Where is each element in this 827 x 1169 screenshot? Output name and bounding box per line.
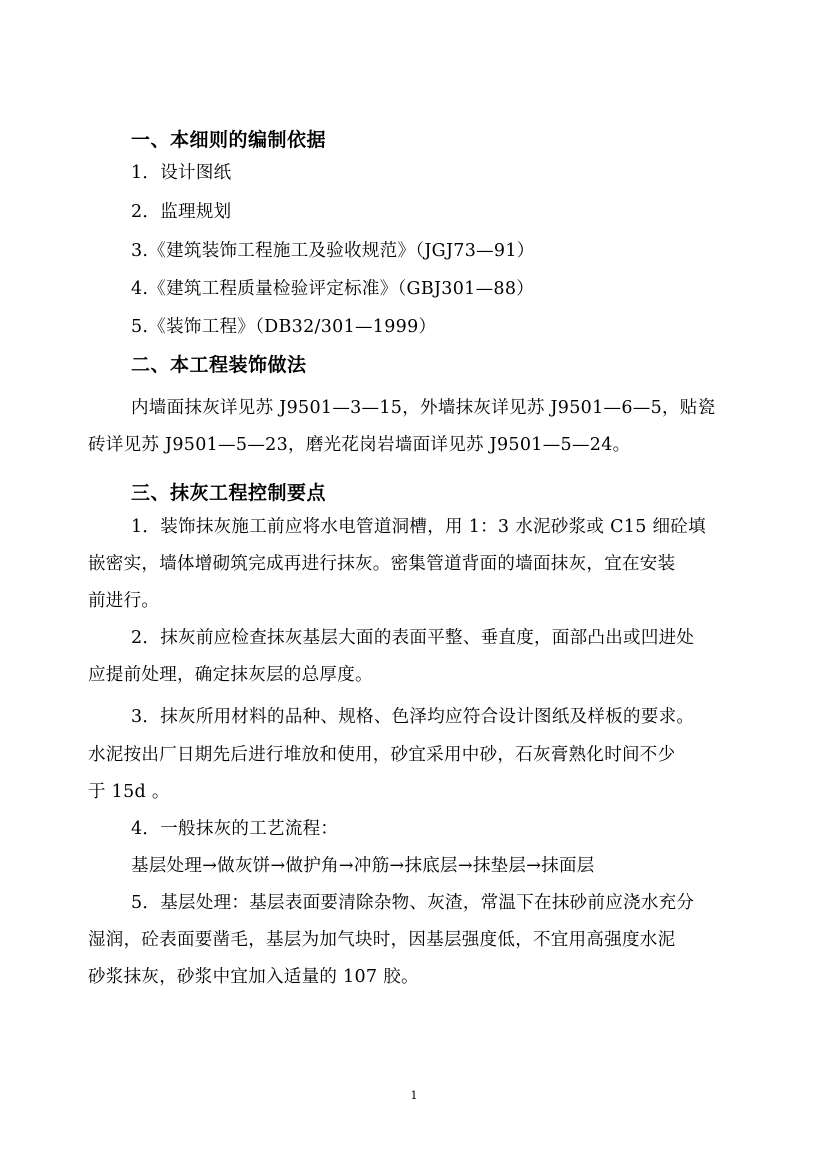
point-5-line-1: 5．基层处理：基层表面要清除杂物、灰渣，常温下在抹砂前应浇水充分 [131,893,695,913]
section-heading-plastering: 三、抹灰工程控制要点 [131,482,327,504]
point-1-line-1: 1．装饰抹灰施工前应将水电管道洞槽，用 1：3 水泥砂浆或 C15 细砼填 [131,517,706,537]
point-2-line-1: 2．抹灰前应检查抹灰基层大面的表面平整、垂直度，面部凸出或凹进处 [131,628,695,648]
methods-paragraph-line-1: 内墙面抹灰详见苏 J9501—3—15，外墙抹灰详见苏 J9501—6—5，贴瓷 [131,398,716,418]
point-3-line-2: 水泥按出厂日期先后进行堆放和使用，砂宜采用中砂，石灰膏熟化时间不少 [88,745,676,765]
point-3-line-1: 3．抹灰所用材料的品种、规格、色泽均应符合设计图纸及样板的要求。 [131,707,695,727]
point-5-line-3: 砂浆抹灰，砂浆中宜加入适量的 107 胶。 [88,967,419,987]
point-1-line-2: 嵌密实，墙体增砌筑完成再进行抹灰。密集管道背面的墙面抹灰，宜在安装 [88,554,676,574]
point-3-line-3: 于 15d 。 [88,782,170,802]
page-number: 1 [410,1089,418,1102]
basis-item-2: 2．监理规划 [131,202,232,222]
basis-item-5: 5.《装饰工程》（DB32/301—1999） [131,317,437,337]
process-flow-line: 基层处理→做灰饼→做护角→冲筋→抹底层→抹垫层→抹面层 [131,856,595,876]
section-heading-basis: 一、本细则的编制依据 [131,129,327,151]
point-2-line-2: 应提前处理，确定抹灰层的总厚度。 [88,665,373,685]
point-4-line-1: 4．一般抹灰的工艺流程： [131,819,339,839]
basis-item-4: 4.《建筑工程质量检验评定标准》（GBJ301—88） [131,279,535,299]
basis-item-3: 3.《建筑装饰工程施工及验收规范》（JGJ73—91） [131,241,535,261]
point-5-line-2: 湿润，砼表面要凿毛，基层为加气块时，因基层强度低，不宜用高强度水泥 [88,930,676,950]
section-heading-methods: 二、本工程装饰做法 [131,354,307,376]
point-1-line-3: 前进行。 [88,591,160,611]
basis-item-1: 1．设计图纸 [131,163,232,183]
methods-paragraph-line-2: 砖详见苏 J9501—5—23，磨光花岗岩墙面详见苏 J9501—5—24。 [88,435,631,455]
